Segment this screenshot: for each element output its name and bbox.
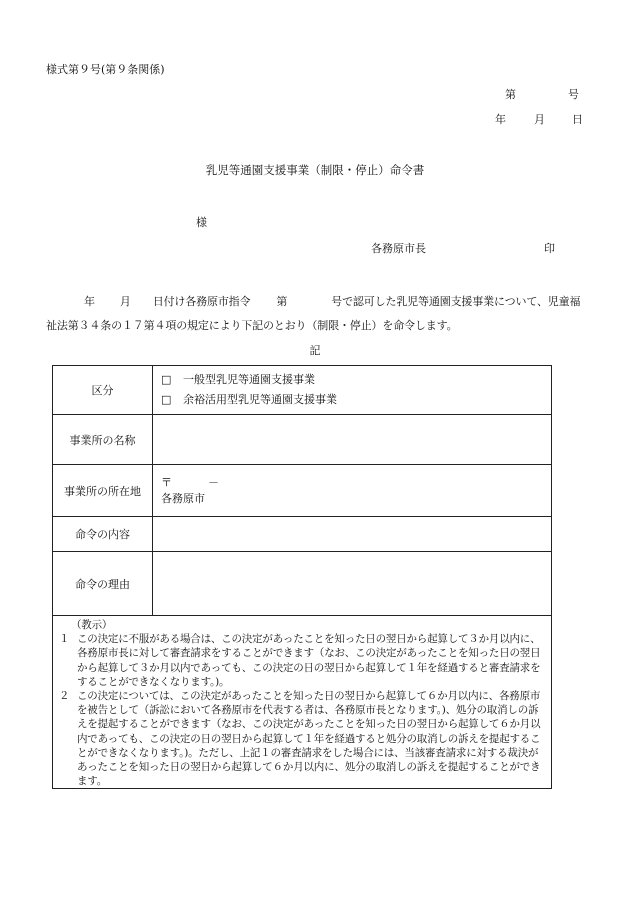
date-day: 日	[572, 113, 583, 126]
postal-dash: －	[208, 475, 219, 489]
category-options	[153, 366, 552, 415]
ki-heading: 記	[309, 344, 321, 357]
date-month: 月	[534, 113, 545, 126]
issuer-name: 各務原市長	[371, 242, 426, 255]
seal-mark: 印	[544, 242, 555, 255]
table-row-office-name	[53, 415, 552, 465]
body-rest: 号で認可した乳児等通園支援事業について、児童福祉法第３４条の１７第４項の規定により下記のとおり（制限・停止）を命令します。	[46, 295, 581, 332]
body-dated-by: 日付け各務原市指令	[152, 295, 251, 308]
notice-item-text: この決定については、この決定があったことを知った日の翌日から起算して６か月以内に、各務原市を被告として（訴訟において各務原市を代表する者は、各務原市長となります。)、処分の取消しの訴えを提起することができます（なお、この決定があったことを知った日の翌日から起算して６か月以内であっても、この決定の日の翌日から起算して１年を経過すると処分の取消しの訴えを提起することができなくなります。)。ただし、上記１の審査請求をした場合には、当該審査請求に対する裁決があったことを知った日の翌日から起算して６か月以内に、処分の取消しの訴えを提起することができます。	[77, 690, 541, 788]
checkbox-surplus[interactable]: □	[161, 393, 172, 406]
number-dai: 第	[505, 88, 516, 101]
notice-item	[57, 689, 545, 788]
city-name: 各務原市	[161, 491, 205, 505]
document-title: 乳児等通園支援事業（制限・停止）命令書	[205, 163, 425, 177]
notice-item	[57, 632, 545, 689]
order-content-field[interactable]	[153, 517, 552, 552]
order-content-label: 命令の内容	[53, 517, 153, 552]
postal-mark: 〒	[161, 475, 172, 489]
body-year: 年	[84, 295, 95, 308]
addressee-suffix: 様	[196, 216, 207, 229]
office-name-label: 事業所の名称	[53, 415, 153, 465]
category-option-general-label: 一般型乳児等通園支援事業	[183, 373, 315, 386]
notice-item-text: この決定に不服がある場合は、この決定があったことを知った日の翌日から起算して３か月以内に、各務原市長に対して審査請求をすることができます（なお、この決定があったことを知った日の翌日から起算して３か月以内であっても、この決定の日の翌日から起算して１年を経過すると審査請求をすることができなくなります。)。	[77, 633, 541, 688]
table-row-order-content	[53, 517, 552, 552]
category-option-surplus	[161, 390, 551, 410]
order-table	[52, 365, 552, 616]
office-name-field[interactable]	[153, 415, 552, 465]
date-year: 年	[495, 113, 506, 126]
body-month: 月	[119, 295, 131, 308]
order-reason-field[interactable]	[153, 552, 552, 616]
notice-item-number: ２	[59, 690, 70, 703]
body-dai: 第	[276, 295, 288, 308]
notice-item-number: １	[59, 633, 70, 646]
notice-heading: （教示）	[71, 619, 113, 631]
office-address-field[interactable]	[153, 465, 552, 517]
category-option-general	[161, 370, 551, 390]
category-label: 区分	[53, 366, 153, 415]
order-body-text	[46, 290, 586, 338]
order-reason-label: 命令の理由	[53, 552, 153, 616]
table-row-office-address	[53, 465, 552, 517]
table-row-category	[53, 366, 552, 415]
office-address-label: 事業所の所在地	[53, 465, 153, 517]
number-go: 号	[568, 88, 579, 101]
notice-box	[52, 615, 552, 789]
postal-code-line	[161, 475, 551, 491]
form-number: 様式第９号(第９条関係)	[46, 63, 165, 76]
checkbox-general[interactable]: □	[161, 373, 172, 386]
table-row-order-reason	[53, 552, 552, 616]
category-option-surplus-label: 余裕活用型乳児等通園支援事業	[183, 393, 337, 406]
